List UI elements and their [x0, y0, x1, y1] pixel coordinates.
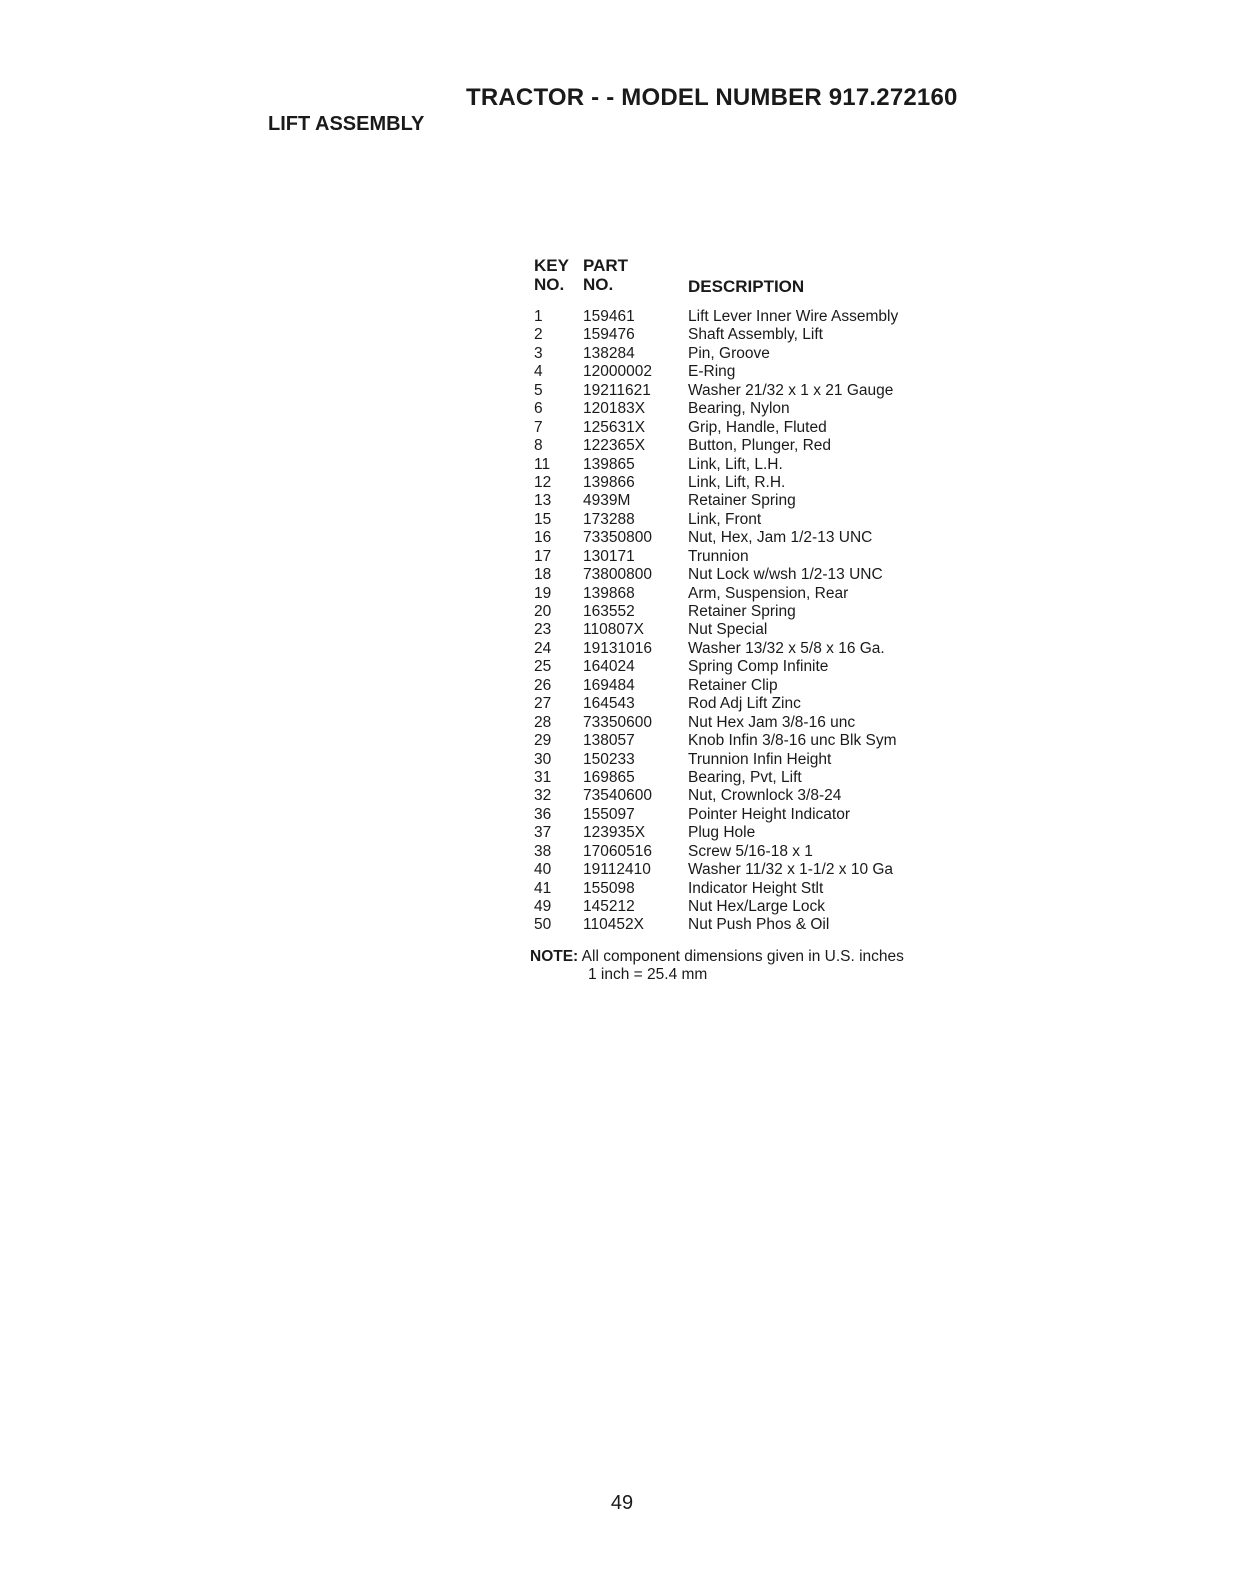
description-cell: Pointer Height Indicator: [688, 805, 850, 823]
key-no-cell: 24: [534, 639, 552, 657]
part-no-cell: 169865: [583, 768, 635, 786]
key-no-cell: 25: [534, 658, 552, 676]
parts-row: [534, 843, 974, 861]
parts-row: [534, 603, 974, 621]
part-no-cell: 138284: [583, 344, 635, 362]
description-cell: Plug Hole: [688, 824, 756, 842]
part-no-cell: 155098: [583, 879, 635, 897]
description-cell: Washer 21/32 x 1 x 21 Gauge: [688, 381, 894, 399]
parts-row: [534, 787, 974, 805]
key-no-cell: 5: [534, 381, 543, 399]
key-no-cell: 32: [534, 787, 552, 805]
key-no-cell: 13: [534, 492, 552, 510]
key-no-cell: 15: [534, 510, 552, 528]
parts-row: [534, 621, 974, 639]
part-no-cell: 73800800: [583, 566, 652, 584]
part-no-cell: 19131016: [583, 639, 652, 657]
part-no-cell: 110452X: [583, 916, 644, 934]
description-cell: Button, Plunger, Red: [688, 437, 832, 455]
key-no-cell: 29: [534, 732, 552, 750]
key-no-cell: 27: [534, 695, 552, 713]
part-no-cell: 163552: [583, 603, 635, 620]
part-no-cell: 73350600: [583, 713, 652, 731]
description-cell: Trunnion: [688, 547, 749, 565]
key-no-cell: 1: [534, 308, 543, 325]
section-title: LIFT ASSEMBLY: [268, 113, 425, 135]
key-no-cell: 31: [534, 768, 552, 786]
description-cell: Washer 11/32 x 1-1/2 x 10 Ga: [688, 861, 894, 879]
parts-row: [534, 751, 974, 769]
description-cell: Screw 5/16-18 x 1: [688, 842, 813, 860]
part-no-cell: 139866: [583, 473, 635, 491]
key-no-cell: 28: [534, 713, 552, 731]
part-no-cell: 110807X: [583, 621, 644, 639]
description-cell: Knob Infin 3/8-16 unc Blk Sym: [688, 732, 897, 750]
part-no-cell: 123935X: [583, 824, 646, 842]
part-no-cell: 139868: [583, 584, 635, 602]
part-no-cell: 17060516: [583, 842, 652, 860]
parts-row: [534, 861, 974, 879]
note-line-1: All component dimensions given in U.S. inches: [581, 948, 904, 965]
part-no-cell: 12000002: [583, 363, 652, 381]
part-no-cell: 159476: [583, 326, 635, 344]
key-no-cell: 12: [534, 473, 552, 491]
parts-row: [534, 640, 974, 658]
parts-row: [534, 419, 974, 437]
part-no-cell: 4939M: [583, 492, 631, 510]
key-no-cell: 6: [534, 400, 543, 418]
description-cell: Link, Front: [688, 510, 762, 528]
part-no-cell: 164024: [583, 658, 635, 676]
key-no-cell: 7: [534, 418, 543, 436]
parts-row: [534, 474, 974, 492]
description-cell: Bearing, Pvt, Lift: [688, 768, 802, 786]
description-cell: Nut Special: [688, 621, 768, 639]
parts-row: [534, 548, 974, 566]
part-no-cell: 173288: [583, 510, 635, 528]
part-no-cell: 19112410: [583, 861, 651, 879]
key-no-cell: 18: [534, 566, 552, 584]
key-no-cell: 8: [534, 437, 543, 455]
part-no-header-top: PART: [583, 256, 629, 275]
key-no-cell: 38: [534, 842, 552, 860]
part-no-cell: 125631X: [583, 418, 646, 436]
parts-row: [534, 769, 974, 787]
description-cell: Pin, Groove: [688, 344, 770, 362]
parts-row: [534, 658, 974, 676]
parts-list: [534, 308, 974, 935]
parts-row: [534, 714, 974, 732]
key-no-cell: 49: [534, 898, 552, 915]
parts-row: [534, 345, 974, 363]
description-cell: Link, Lift, L.H.: [688, 455, 783, 473]
parts-row: [534, 363, 974, 381]
part-no-cell: 159461: [583, 308, 635, 325]
description-cell: E-Ring: [688, 363, 736, 381]
part-no-cell: 130171: [583, 547, 635, 565]
parts-row: [534, 898, 974, 916]
description-cell: Indicator Height Stlt: [688, 879, 824, 897]
key-no-cell: 19: [534, 584, 552, 602]
key-no-cell: 26: [534, 676, 552, 694]
description-cell: Rod Adj Lift Zinc: [688, 695, 801, 713]
parts-row: [534, 566, 974, 584]
parts-row: [534, 437, 974, 455]
key-no-cell: 17: [534, 547, 552, 565]
key-no-cell: 3: [534, 344, 543, 362]
parts-row: [534, 492, 974, 510]
parts-row: [534, 326, 974, 344]
part-no-cell: 150233: [583, 750, 635, 768]
parts-row: [534, 400, 974, 418]
parts-row: [534, 456, 974, 474]
parts-row: [534, 806, 974, 824]
parts-row: [534, 308, 974, 326]
dimension-note: [530, 948, 904, 984]
description-cell: Retainer Clip: [688, 676, 778, 694]
description-cell: Trunnion Infin Height: [688, 750, 832, 768]
key-no-cell: 50: [534, 916, 552, 934]
page-number: 49: [610, 1492, 634, 1514]
part-no-cell: 155097: [583, 805, 635, 823]
description-header: DESCRIPTION: [688, 277, 805, 296]
parts-row: [534, 695, 974, 713]
part-no-header-bottom: NO.: [583, 275, 614, 294]
part-no-cell: 139865: [583, 455, 635, 473]
part-no-cell: 164543: [583, 695, 635, 713]
parts-row: [534, 382, 974, 400]
parts-row: [534, 916, 974, 934]
part-no-cell: 120183X: [583, 400, 646, 418]
part-no-cell: 169484: [583, 676, 635, 694]
key-no-cell: 11: [534, 455, 551, 473]
key-no-cell: 30: [534, 750, 552, 768]
key-no-cell: 4: [534, 363, 543, 381]
description-cell: Nut Hex Jam 3/8-16 unc: [688, 713, 856, 731]
key-no-cell: 20: [534, 603, 552, 620]
description-cell: Lift Lever Inner Wire Assembly: [688, 308, 899, 325]
note-label: NOTE:: [530, 948, 579, 965]
key-no-cell: 16: [534, 529, 552, 547]
parts-row: [534, 585, 974, 603]
description-cell: Link, Lift, R.H.: [688, 473, 786, 491]
description-cell: Nut, Crownlock 3/8-24: [688, 787, 842, 805]
description-cell: Nut, Hex, Jam 1/2-13 UNC: [688, 529, 873, 547]
description-cell: Grip, Handle, Fluted: [688, 418, 827, 436]
part-no-cell: 145212: [583, 898, 635, 915]
parts-row: [534, 529, 974, 547]
parts-row: [534, 511, 974, 529]
description-cell: Nut Push Phos & Oil: [688, 916, 830, 934]
description-cell: Shaft Assembly, Lift: [688, 326, 823, 344]
parts-row: [534, 677, 974, 695]
parts-row: [534, 824, 974, 842]
part-no-cell: 19211621: [583, 381, 651, 399]
description-cell: Bearing, Nylon: [688, 400, 790, 418]
part-no-cell: 122365X: [583, 437, 646, 455]
page-title: TRACTOR - - MODEL NUMBER 917.272160: [466, 84, 958, 111]
description-cell: Washer 13/32 x 5/8 x 16 Ga.: [688, 639, 885, 657]
key-no-header-top: KEY: [534, 256, 569, 275]
description-cell: Nut Lock w/wsh 1/2-13 UNC: [688, 566, 883, 584]
key-no-cell: 41: [534, 879, 552, 897]
key-no-cell: 2: [534, 326, 543, 344]
note-line-2: 1 inch = 25.4 mm: [588, 966, 708, 983]
description-cell: Nut Hex/Large Lock: [688, 898, 825, 915]
parts-row: [534, 732, 974, 750]
parts-row: [534, 880, 974, 898]
part-no-cell: 73540600: [583, 787, 652, 805]
description-cell: Arm, Suspension, Rear: [688, 584, 849, 602]
description-cell: Spring Comp Infinite: [688, 658, 829, 676]
description-cell: Retainer Spring: [688, 492, 796, 510]
part-no-cell: 138057: [583, 732, 635, 750]
key-no-cell: 37: [534, 824, 552, 842]
key-no-header-bottom: NO.: [534, 275, 565, 294]
key-no-cell: 40: [534, 861, 552, 879]
key-no-cell: 23: [534, 621, 552, 639]
part-no-cell: 73350800: [583, 529, 652, 547]
description-cell: Retainer Spring: [688, 603, 796, 620]
key-no-cell: 36: [534, 805, 552, 823]
